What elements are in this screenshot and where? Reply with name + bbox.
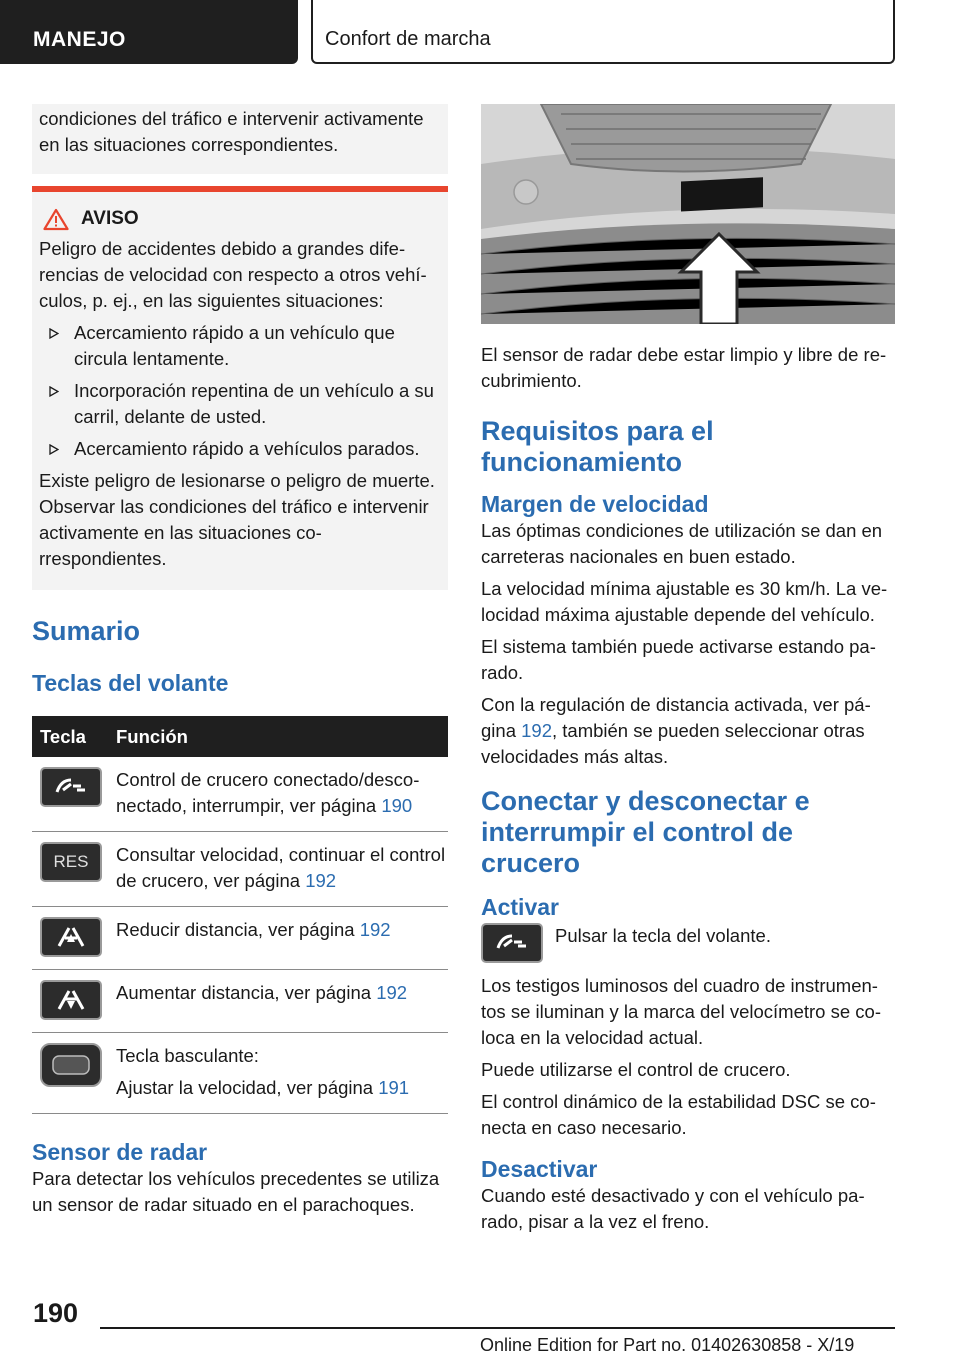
- note-box: [32, 104, 448, 174]
- page-link[interactable]: 192: [376, 982, 408, 1003]
- table-cell-text: Reducir distancia, ver página: [116, 919, 360, 940]
- paragraph-text: Con la regulación de distancia activada, ver página: [481, 694, 871, 741]
- paragraph: Puede utilizarse el control de crucero.: [481, 1059, 791, 1080]
- heading-margen: Margen de velocidad: [481, 491, 709, 517]
- note-text: condiciones del tráfico e intervenir activamente en las situaciones correspondientes.: [39, 108, 424, 155]
- left-column: [32, 104, 448, 1218]
- list-item-text: Acercamiento rápido a un vehículo que circula lentamente.: [74, 322, 395, 369]
- keys-table: [32, 716, 448, 1114]
- heading-conectar: Conectar y desconectar e interrumpir el control de crucero: [481, 786, 810, 878]
- col-header-key: Tecla: [32, 716, 116, 757]
- paragraph: Pulsar la tecla del volante.: [555, 925, 771, 946]
- chapter-header: [311, 0, 895, 64]
- paragraph: La velocidad mínima ajustable es 30 km/h. La velocidad máxima ajustable depende del vehículo.: [481, 578, 888, 625]
- page-number: 190: [33, 1298, 79, 1328]
- paragraph: [481, 692, 895, 770]
- distance-decrease-icon: [40, 917, 102, 957]
- edition-text: Online Edition for Part no. 01402630858 - X/19: [480, 1335, 855, 1355]
- heading-teclas: Teclas del volante: [32, 670, 229, 696]
- table-row: [32, 1033, 448, 1114]
- activar-row: [481, 923, 895, 963]
- heading-requisitos: Requisitos para el funcionamiento: [481, 416, 714, 477]
- footer-divider: [100, 1327, 895, 1329]
- heading-activar: Activar: [481, 894, 559, 920]
- cruise-control-icon: [481, 923, 543, 963]
- table-cell-text: Tecla basculante:: [116, 1045, 259, 1066]
- radar-sensor-photo: [481, 104, 895, 324]
- paragraph: Los testigos luminosos del cuadro de instrumentos se iluminan y la marca del velocímetro se coloca en la velocidad actual.: [481, 975, 881, 1048]
- res-key-icon: [40, 842, 102, 882]
- table-row: [32, 832, 448, 907]
- warning-title: AVISO: [81, 208, 139, 229]
- warning-triangle-icon: [43, 208, 69, 231]
- table-cell-text: Ajustar la velocidad, ver página: [116, 1077, 379, 1098]
- table-cell-text: Aumentar distancia, ver página: [116, 982, 377, 1003]
- chapter-title: Confort de marcha: [325, 28, 491, 50]
- paragraph: El sistema también puede activarse estando parado.: [481, 636, 876, 683]
- table-cell-text: Consultar velocidad, continuar el control de crucero, ver página: [116, 844, 446, 891]
- list-item: [39, 378, 440, 430]
- page-link[interactable]: 192: [521, 720, 552, 741]
- heading-radar: Sensor de radar: [32, 1139, 208, 1165]
- paragraph: Para detectar los vehículos precedentes se utiliza un sensor de radar situado en el parachoques.: [32, 1168, 440, 1215]
- res-key-label: RES: [53, 852, 89, 871]
- table-row: [32, 907, 448, 970]
- paragraph: Las óptimas condiciones de utilización se dan en carreteras nacionales en buen estado.: [481, 520, 883, 567]
- table-cell-text: Control de crucero conectado/desconectado, interrumpir, ver página: [116, 769, 420, 816]
- paragraph: El control dinámico de la estabilidad DSC se conecta en caso necesario.: [481, 1091, 876, 1138]
- warning-list: [39, 320, 440, 462]
- table-header-row: [32, 716, 448, 757]
- table-row: [32, 970, 448, 1033]
- bullet-triangle-icon: [49, 328, 59, 339]
- right-column: [481, 104, 895, 1235]
- heading-sumario: Sumario: [32, 616, 141, 646]
- section-label: MANEJO: [33, 28, 126, 51]
- list-item-text: Incorporación repentina de un vehículo a su carril, delante de usted.: [74, 380, 434, 427]
- page-link[interactable]: 192: [359, 919, 391, 940]
- bullet-triangle-icon: [49, 386, 59, 397]
- photo-caption: El sensor de radar debe estar limpio y libre de recubrimiento.: [481, 344, 887, 391]
- heading-desactivar: Desactivar: [481, 1156, 598, 1182]
- list-item: [39, 436, 440, 462]
- list-item-text: Acercamiento rápido a vehículos parados.: [74, 438, 420, 459]
- page-link[interactable]: 192: [305, 870, 337, 891]
- col-header-function: Función: [116, 716, 448, 757]
- distance-increase-icon: [40, 980, 102, 1020]
- warning-box: [32, 186, 448, 590]
- cruise-control-icon: [40, 767, 102, 807]
- table-row: [32, 757, 448, 832]
- rocker-switch-icon: [40, 1043, 102, 1087]
- paragraph: Cuando esté desactivado y con el vehículo parado, pisar a la vez el freno.: [481, 1185, 865, 1232]
- paragraph-text: , también se pueden seleccionar otras velocidades más altas.: [481, 720, 865, 767]
- warning-title-row: [39, 206, 440, 232]
- bullet-triangle-icon: [49, 444, 59, 455]
- page-link[interactable]: 191: [378, 1077, 410, 1098]
- warning-intro: Peligro de accidentes debido a grandes diferencias de velocidad con respecto a otros vehículos, p. ej., en las siguientes situaciones:: [39, 238, 427, 311]
- list-item: [39, 320, 440, 372]
- warning-outro: Existe peligro de lesionarse o peligro de muerte. Observar las condiciones del tráfico e intervenir activamente en las situaciones correspondientes.: [39, 470, 435, 569]
- section-tab: [0, 0, 298, 64]
- page-link[interactable]: 190: [381, 795, 413, 816]
